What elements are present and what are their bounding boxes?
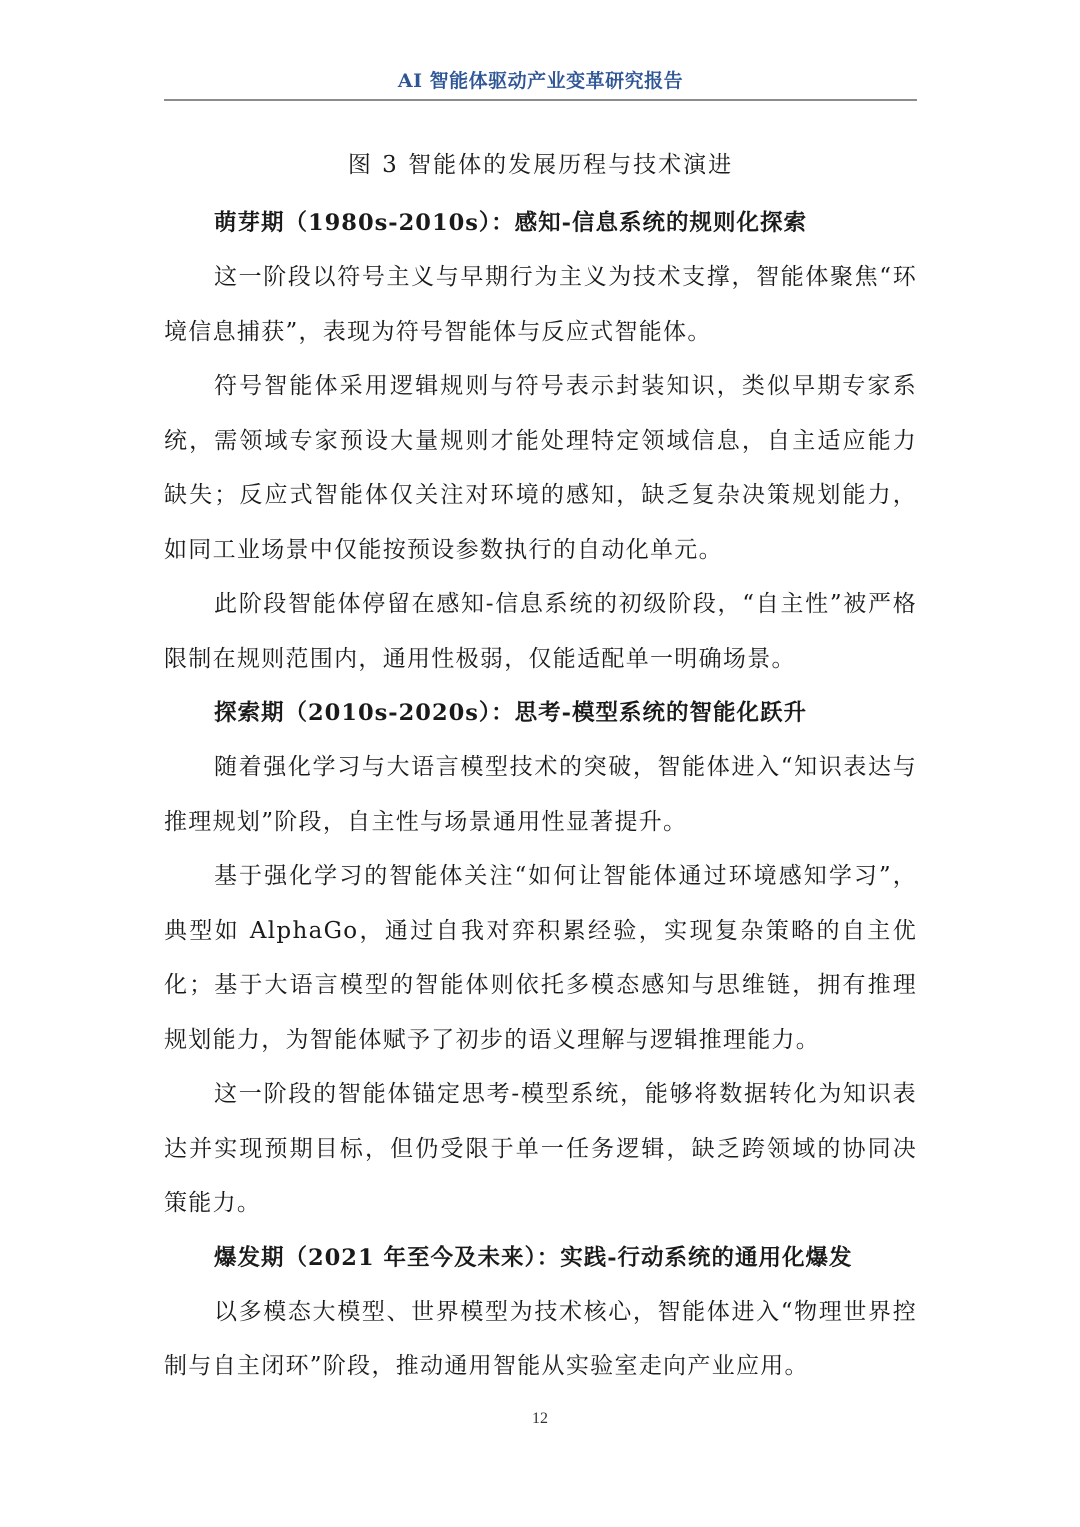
- page-number: 12: [532, 1410, 548, 1427]
- section-heading: 爆发期（2021 年至今及未来）：实践-行动系统的通用化爆发: [214, 1244, 853, 1271]
- section-heading: 探索期（2010s-2020s）：思考-模型系统的智能化跃升: [214, 700, 808, 726]
- paragraph: 基于强化学习的智能体关注“如何让智能体通过环境感知学习”，典型如 AlphaGo，通过自我对弈积累经验，实现复杂策略的自主优化；基于大语言模型的智能体则依托多模态感知与思维链，拥有推理规划能力，为智能体赋予了初步的语义理解与逻辑推理能力。: [164, 863, 917, 1053]
- page-body: [164, 142, 917, 1394]
- paragraph: 以多模态大模型、世界模型为技术核心，智能体进入“物理世界控制与自主闭环”阶段，推动通用智能从实验室走向产业应用。: [164, 1298, 917, 1379]
- section-exploration-period: [164, 686, 917, 1231]
- section-explosion-period: [164, 1231, 917, 1394]
- report-title: AI 智能体驱动产业变革研究报告: [397, 70, 684, 92]
- paragraph: 符号智能体采用逻辑规则与符号表示封装知识，类似早期专家系统，需领域专家预设大量规则才能处理特定领域信息，自主适应能力缺失；反应式智能体仅关注对环境的感知，缺乏复杂决策规划能力，如同工业场景中仅能按预设参数执行的自动化单元。: [164, 373, 917, 563]
- paragraph: 这一阶段的智能体锚定思考-模型系统，能够将数据转化为知识表达并实现预期目标，但仍受限于单一任务逻辑，缺乏跨领域的协同决策能力。: [164, 1081, 917, 1216]
- running-header: [164, 64, 917, 98]
- paragraph: 随着强化学习与大语言模型技术的突破，智能体进入“知识表达与推理规划”阶段，自主性与场景通用性显著提升。: [164, 754, 917, 835]
- paragraph: 此阶段智能体停留在感知-信息系统的初级阶段，“自主性”被严格限制在规则范围内，通用性极弱，仅能适配单一明确场景。: [164, 591, 917, 672]
- figure-caption: 图 3 智能体的发展历程与技术演进: [347, 152, 734, 178]
- section-germination-period: [164, 196, 917, 686]
- section-heading: 萌芽期（1980s-2010s）：感知-信息系统的规则化探索: [214, 210, 808, 236]
- paragraph: 这一阶段以符号主义与早期行为主义为技术支撑，智能体聚焦“环境信息捕获”，表现为符号智能体与反应式智能体。: [164, 264, 917, 345]
- header-divider: [164, 99, 917, 101]
